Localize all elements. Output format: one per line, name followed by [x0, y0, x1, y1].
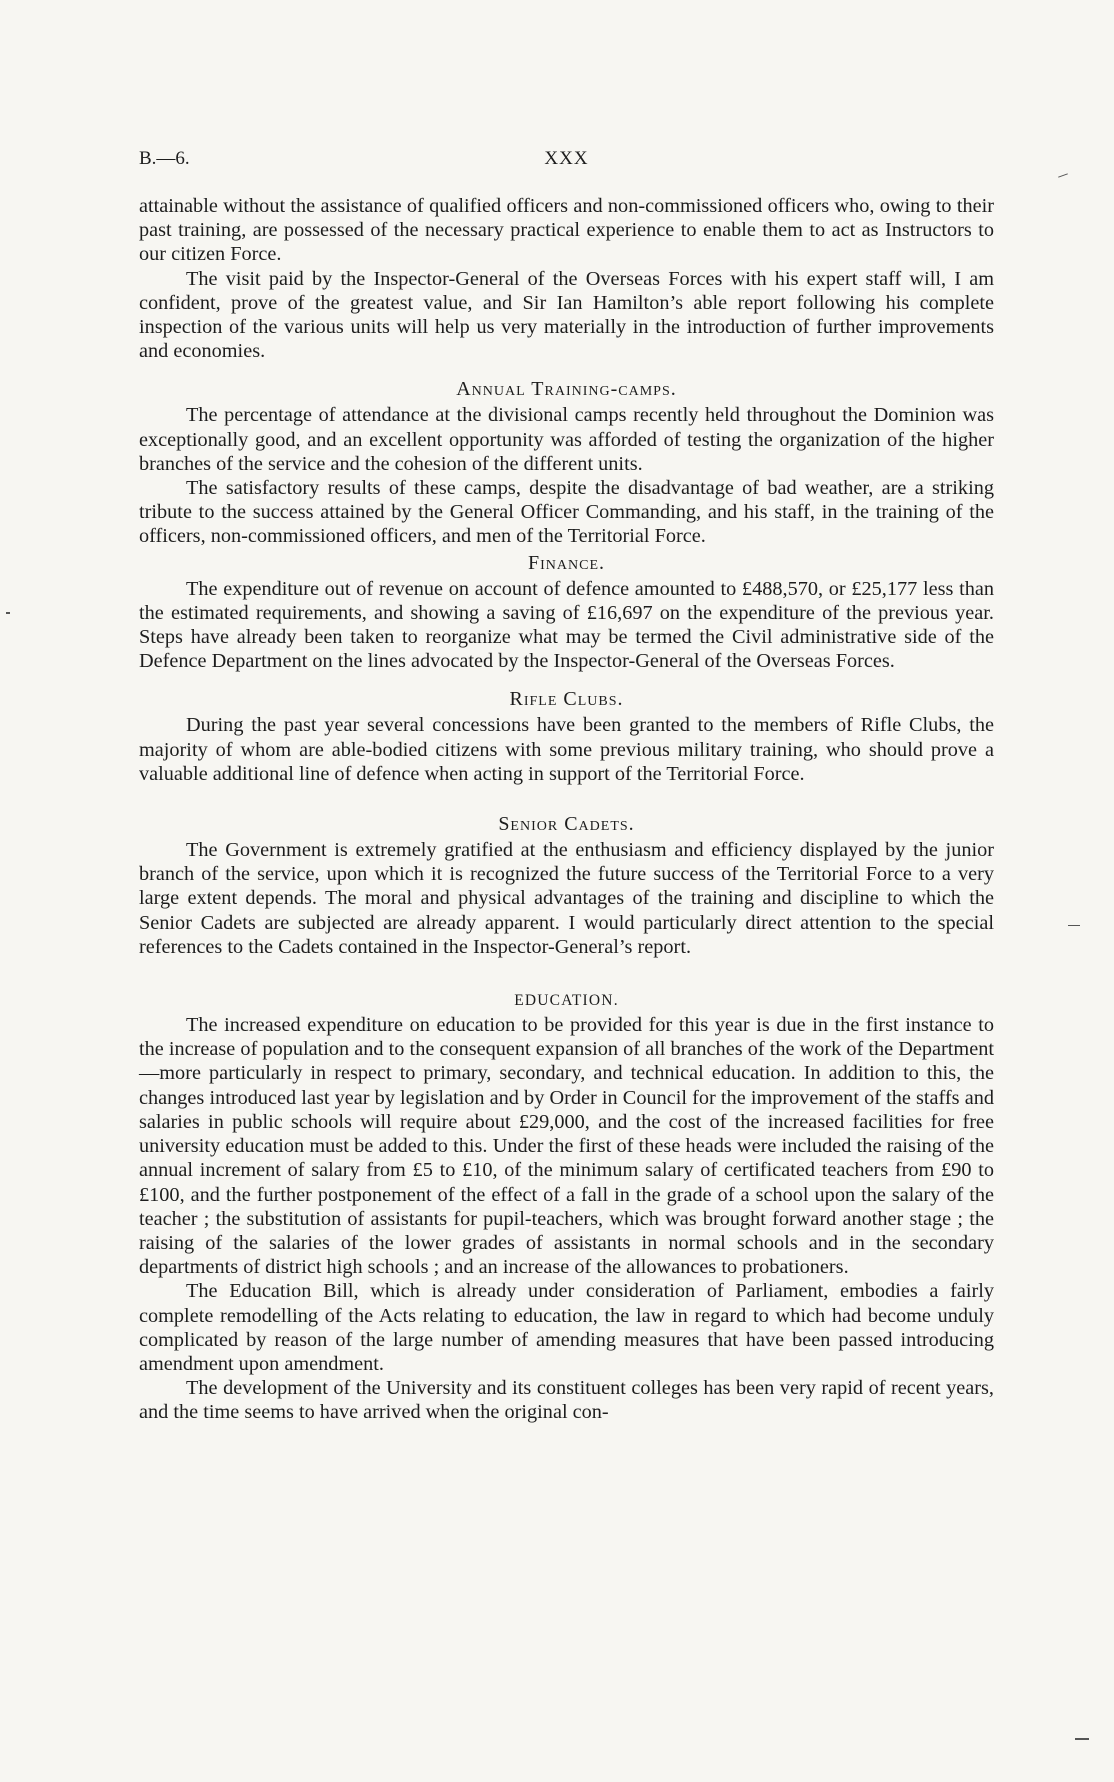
paragraph: The Government is extremely gratified at the enthusiasm and efficiency displayed by the junior branch of the service, upon which it is recognized the future success of the Territorial Force to a very large extent depends. The moral and physical advantages of the training and discipline to which the Senior Cadets are subjected are already apparent. I would particularly direct attention to the special references to the Cadets contained in the Inspector-General’s report. [139, 839, 994, 958]
margin-mark [1075, 1738, 1089, 1740]
paragraph: The percentage of attendance at the divisional camps recently held throughout the Dominion was exceptionally good, and an excellent opportunity was afforded of testing the organization of the higher branches of the service and the cohesion of the different units. [139, 404, 994, 475]
paragraph: The satisfactory results of these camps, despite the disadvantage of bad weather, are a striking tribute to the success attained by the General Officer Commanding, and his staff, in the training of the officers, non-commissioned officers, and men of the Territorial Force. [139, 477, 994, 548]
page-number: XXX [544, 148, 589, 169]
paragraph: The development of the University and its constituent colleges has been very rapid of recent years, and the time seems to have arrived when the original con- [139, 1377, 994, 1424]
margin-mark [1068, 925, 1080, 926]
section-heading-senior-cadets: Senior Cadets. [498, 813, 635, 836]
paragraph: The increased expenditure on education to be provided for this year is due in the first instance to the increase of population and to the consequent expansion of all branches of the work of the Department—more particularly in respect to primary, secondary, and technical education. In addition to this, the changes introduced last year by legislation and by Order in Council for the improvement of the staffs and salaries in public schools will require about £29,000, and the cost of the increased facilities for free university education must be added to this. Under the first of these heads were included the raising of the annual increment of salary from £5 to £10, of the minimum salary of certificated teachers from £90 to £100, and the further postponement of the effect of a fall in the grade of a school upon the salary of the teacher ; the substitution of assistants for pupil-teachers, which was brought forward another stage ; the raising of the salaries of the lower grades of assistants in normal schools and in the secondary departments of district high schools ; and an increase of the allowances to probationers. [139, 1014, 994, 1279]
section-heading-annual-training-camps: Annual Training-camps. [456, 378, 677, 401]
document-reference: B.—6. [139, 148, 190, 169]
paragraph: The visit paid by the Inspector-General of the Overseas Forces with his expert staff will, I am confident, prove of the greatest value, and Sir Ian Hamilton’s able report following his complete inspection of the various units will help us very materially in the introduction of further improvements and economies. [139, 267, 994, 363]
section-heading-education: EDUCATION. [514, 992, 619, 1010]
paragraph: The expenditure out of revenue on account of defence amounted to £488,570, or £25,177 less than the estimated requirements, and showing a saving of £16,697 on the expenditure of the previous year. Steps have already been taken to reorganize what may be termed the Civil administrative side of the Defence Department on the lines advocated by the Inspector-General of the Overseas Forces. [139, 577, 994, 673]
margin-mark [6, 612, 10, 614]
margin-mark [1058, 173, 1068, 177]
section-heading-finance: Finance. [527, 551, 605, 574]
page-header [139, 148, 994, 174]
paragraph: attainable without the assistance of qualified officers and non-commissioned officers who, owing to their past training, are possessed of the necessary practical experience to enable them to act as Instructors to our citizen Force. [139, 195, 994, 266]
document-body [139, 194, 994, 1425]
section-heading-rifle-clubs: Rifle Clubs. [509, 688, 624, 711]
paragraph: During the past year several concessions have been granted to the members of Rifle Clubs, the majority of whom are able-bodied citizens with some previous military training, who should prove a valuable additional line of defence when acting in support of the Territorial Force. [139, 714, 994, 785]
paragraph: The Education Bill, which is already under consideration of Parliament, embodies a fairly complete remodelling of the Acts relating to education, the law in regard to which had become unduly complicated by reason of the large number of amending measures that have been passed introducing amendment upon amendment. [139, 1280, 994, 1375]
